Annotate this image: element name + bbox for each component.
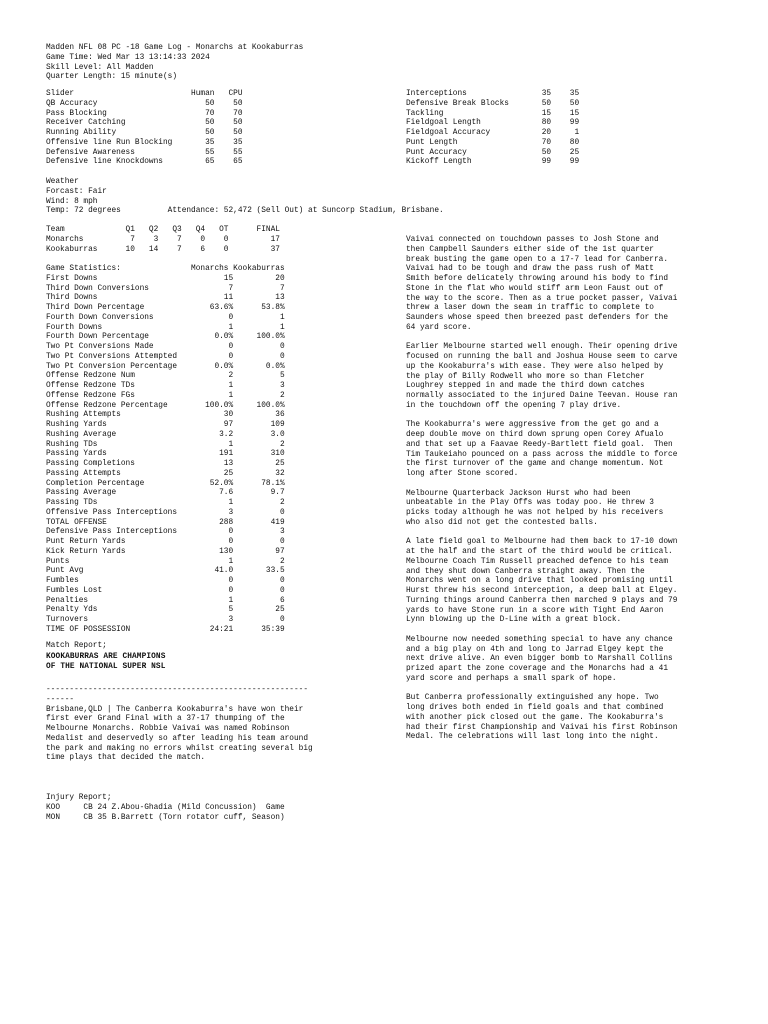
slider-row: Fieldgoal Accuracy 20 1 [406, 129, 580, 137]
stats-header: Game Statistics: Monarchs Kookaburras [46, 265, 285, 273]
stat-row: Rushing Average 3.2 3.0 [46, 430, 285, 439]
weather-forecast: Forcast: Fair [46, 187, 107, 196]
stat-row: Offense Redzone FGs 1 2 [46, 391, 285, 400]
injury-row: KOO CB 24 Z.Abou-Ghadia (Mild Concussion) Game [46, 803, 285, 812]
story-paragraph: Earlier Melbourne started well enough. Their opening drive focused on running the ball and Joshua House seem to carve up the Kookaburra's with ease. They were also helped by the play of Billy Rodwell who more so than Fletcher Loughrey stepped in and made the third down catches normally associated to the injured Daine Teevan. House ran in the touchdown off the opening 7 play drive. [406, 343, 678, 410]
stat-row: TIME OF POSSESSION 24:21 35:39 [46, 625, 285, 634]
match-report-body [46, 686, 313, 764]
score-table [46, 226, 280, 255]
quarter-length: Quarter Length: 15 minute(s) [46, 73, 178, 82]
slider-row: Tackling 15 15 [406, 109, 580, 118]
slider-row: Interceptions 35 35 [406, 90, 580, 98]
injury-report [46, 794, 285, 823]
stat-row: Punt Return Yards 0 0 [46, 538, 285, 546]
stat-row: Penalties 1 6 [46, 596, 285, 605]
sliders-header: Slider Human CPU [46, 90, 243, 98]
headline-line-2: OF THE NATIONAL SUPER NSL [46, 662, 166, 671]
injury-report-label: Injury Report; [46, 794, 112, 802]
paragraph-gap [406, 480, 677, 490]
dashed-rule: -------------------------------------------------------- ------ [46, 686, 309, 704]
weather-temp-attendance: Temp: 72 degrees Attendance: 52,472 (Sell Out) at Suncorp Stadium, Brisbane. [46, 207, 444, 216]
stat-row: Kick Return Yards 130 97 [46, 547, 285, 556]
game-time: Game Time: Wed Mar 13 13:14:33 2024 [46, 53, 210, 62]
log-header [46, 44, 303, 83]
stat-row: Offense Redzone Num 2 5 [46, 372, 285, 381]
stat-row: Offense Redzone TDs 1 3 [46, 382, 285, 390]
sliders-left-table [46, 90, 243, 168]
slider-row: Pass Blocking 70 70 [46, 109, 243, 118]
stat-row: Offensive Pass Interceptions 3 0 [46, 508, 285, 517]
stat-row: Rushing TDs 1 2 [46, 440, 285, 449]
slider-row: Punt Length 70 80 [406, 138, 580, 147]
stat-row: Third Down Percentage 63.6% 53.8% [46, 304, 285, 312]
sliders-right-table [406, 90, 579, 168]
paragraph-gap [406, 334, 677, 344]
story-paragraph: Melbourne Quarterback Jackson Hurst who had been unbeatable in the Play Offs was today poo. He threw 3 picks today although he was not helped by his receivers who also did not get the contested balls. [406, 489, 664, 527]
match-report-headline [46, 653, 165, 673]
stat-row: Third Downs 11 13 [46, 294, 285, 303]
stat-row: Penalty Yds 5 25 [46, 606, 285, 615]
paragraph-gap [406, 626, 677, 636]
stat-row: Passing Attempts 25 32 [46, 469, 285, 478]
slider-row: Defensive Awareness 55 55 [46, 148, 243, 157]
game-statistics-table [46, 265, 285, 636]
story-paragraph: The Kookaburra's were aggressive from the get go and a deep double move on third down sprung open Corey Afualo and that set up a Faavae Reedy-Bartlett field goal. Then Tim Taukeiaho pounced on a pass across the middle to force the first turnover of the game and change momentum. Not long after Stone scored. [406, 421, 678, 478]
stat-row: Fumbles Lost 0 0 [46, 586, 285, 595]
score-row-kookaburras: Kookaburras 10 14 7 6 0 37 [46, 245, 280, 254]
slider-row: Kickoff Length 99 99 [406, 158, 580, 167]
weather-label: Weather [46, 178, 79, 186]
slider-row: Defensive line Knockdowns 65 65 [46, 158, 243, 167]
story-paragraph: A late field goal to Melbourne had them back to 17-10 down at the half and the start of the third would be critical. Melbourne Coach Tim Russell preached defence to his team and they shut down Canberra straight away. Then the Monarchs went on a long drive that looked promising until Hurst threw his second interception, a deep ball at Elgey. Turning things around Canberra then marched 9 plays and 79 yards to have Stone run in a score with Tight End Aaron Lynn blowing up the D-Line with a great block. [406, 538, 678, 625]
injury-row: MON CB 35 B.Barrett (Torn rotator cuff, Season) [46, 813, 285, 822]
stat-row: Rushing Attempts 30 36 [46, 411, 285, 420]
score-row-monarchs: Monarchs 7 3 7 0 0 17 [46, 235, 280, 244]
paragraph-gap [406, 529, 677, 539]
match-story [406, 236, 677, 743]
stat-row: Fourth Down Percentage 0.0% 100.0% [46, 333, 285, 342]
stat-row: Completion Percentage 52.0% 78.1% [46, 479, 285, 488]
stat-row: Fumbles 0 0 [46, 577, 285, 585]
stat-row: Third Down Conversions 7 7 [46, 284, 285, 293]
slider-row: Fieldgoal Length 80 99 [406, 119, 580, 128]
story-paragraph: But Canberra professionally extinguished any hope. Two long drives both ended in field goals and that combined with another pick closed out the game. The Kookaburra's had their first Championship and Vaivai his first Robinson Medal. The celebrations will last long into the night. [406, 694, 678, 742]
stat-row: Passing TDs 1 2 [46, 499, 285, 507]
stat-row: Fourth Downs 1 1 [46, 323, 285, 332]
slider-row: Running Ability 50 50 [46, 129, 243, 137]
slider-row: QB Accuracy 50 50 [46, 99, 243, 108]
match-report-label-block [46, 642, 107, 652]
stat-row: Rushing Yards 97 109 [46, 421, 285, 429]
headline-line-1: KOOKABURRAS ARE CHAMPIONS [46, 653, 166, 661]
slider-row: Offensive line Run Blocking 35 35 [46, 138, 243, 147]
stat-row: Fourth Down Conversions 0 1 [46, 313, 285, 322]
stat-row: TOTAL OFFENSE 288 419 [46, 518, 285, 527]
story-paragraph: Vaivai connected on touchdown passes to Josh Stone and then Campbell Saunders either side of the 1st quarter break busting the game open to a 17-7 lead for Canberra. Vaivai had to be tough and draw the pass rush of Matt Smith before delicately throwing around his body to find Stone in the flat who would stiff arm Leon Faust out of the way to the score. Then as a true pocket passer, Vaivai threw a laser down the seam in traffic to complete to Saunders whose speed then breezed past defenders for the 64 yard score. [406, 236, 678, 332]
stat-row: Two Pt Conversions Attempted 0 0 [46, 352, 285, 361]
stat-row: Passing Completions 13 25 [46, 460, 285, 468]
stat-row: Passing Yards 191 310 [46, 450, 285, 459]
stat-row: Offense Redzone Percentage 100.0% 100.0% [46, 401, 285, 410]
stat-row: Turnovers 3 0 [46, 616, 285, 624]
slider-row: Punt Accuracy 50 25 [406, 148, 580, 157]
log-title: Madden NFL 08 PC -18 Game Log - Monarchs at Kookaburras [46, 44, 304, 52]
story-paragraph: Melbourne now needed something special to have any chance and a big play on 4th and long to Jarrad Elgey kept the next drive alive. An even bigger bomb to Marshall Collins prized apart the zone coverage and the Monarchs had a 41 yard score and perhaps a small spark of hope. [406, 635, 673, 683]
stat-row: First Downs 15 20 [46, 274, 285, 283]
stat-row: Punts 1 2 [46, 557, 285, 566]
stat-row: Defensive Pass Interceptions 0 3 [46, 528, 285, 537]
match-report-intro: Brisbane,QLD | The Canberra Kookaburra's have won their first ever Grand Final with a 37-17 thumping of the Melbourne Monarchs. Robbie Vaivai was named Robinson Medalist and deservedly so after leading his team around the park and making no errors whilst creating several big time plays that decided the match. [46, 705, 313, 763]
slider-row: Defensive Break Blocks 50 50 [406, 99, 580, 108]
weather-block [46, 178, 444, 217]
stat-row: Two Pt Conversion Percentage 0.0% 0.0% [46, 362, 285, 371]
skill-level: Skill Level: All Madden [46, 63, 154, 72]
match-report-label: Match Report; [46, 642, 107, 650]
stat-row: Passing Average 7.6 9.7 [46, 489, 285, 498]
slider-row: Receiver Catching 50 50 [46, 119, 243, 128]
stat-row: Punt Avg 41.0 33.5 [46, 567, 285, 576]
weather-wind: Wind: 8 mph [46, 197, 98, 206]
score-header: Team Q1 Q2 Q3 Q4 OT FINAL [46, 226, 280, 234]
paragraph-gap [406, 685, 677, 695]
paragraph-gap [406, 412, 677, 422]
stat-row: Two Pt Conversions Made 0 0 [46, 343, 285, 351]
